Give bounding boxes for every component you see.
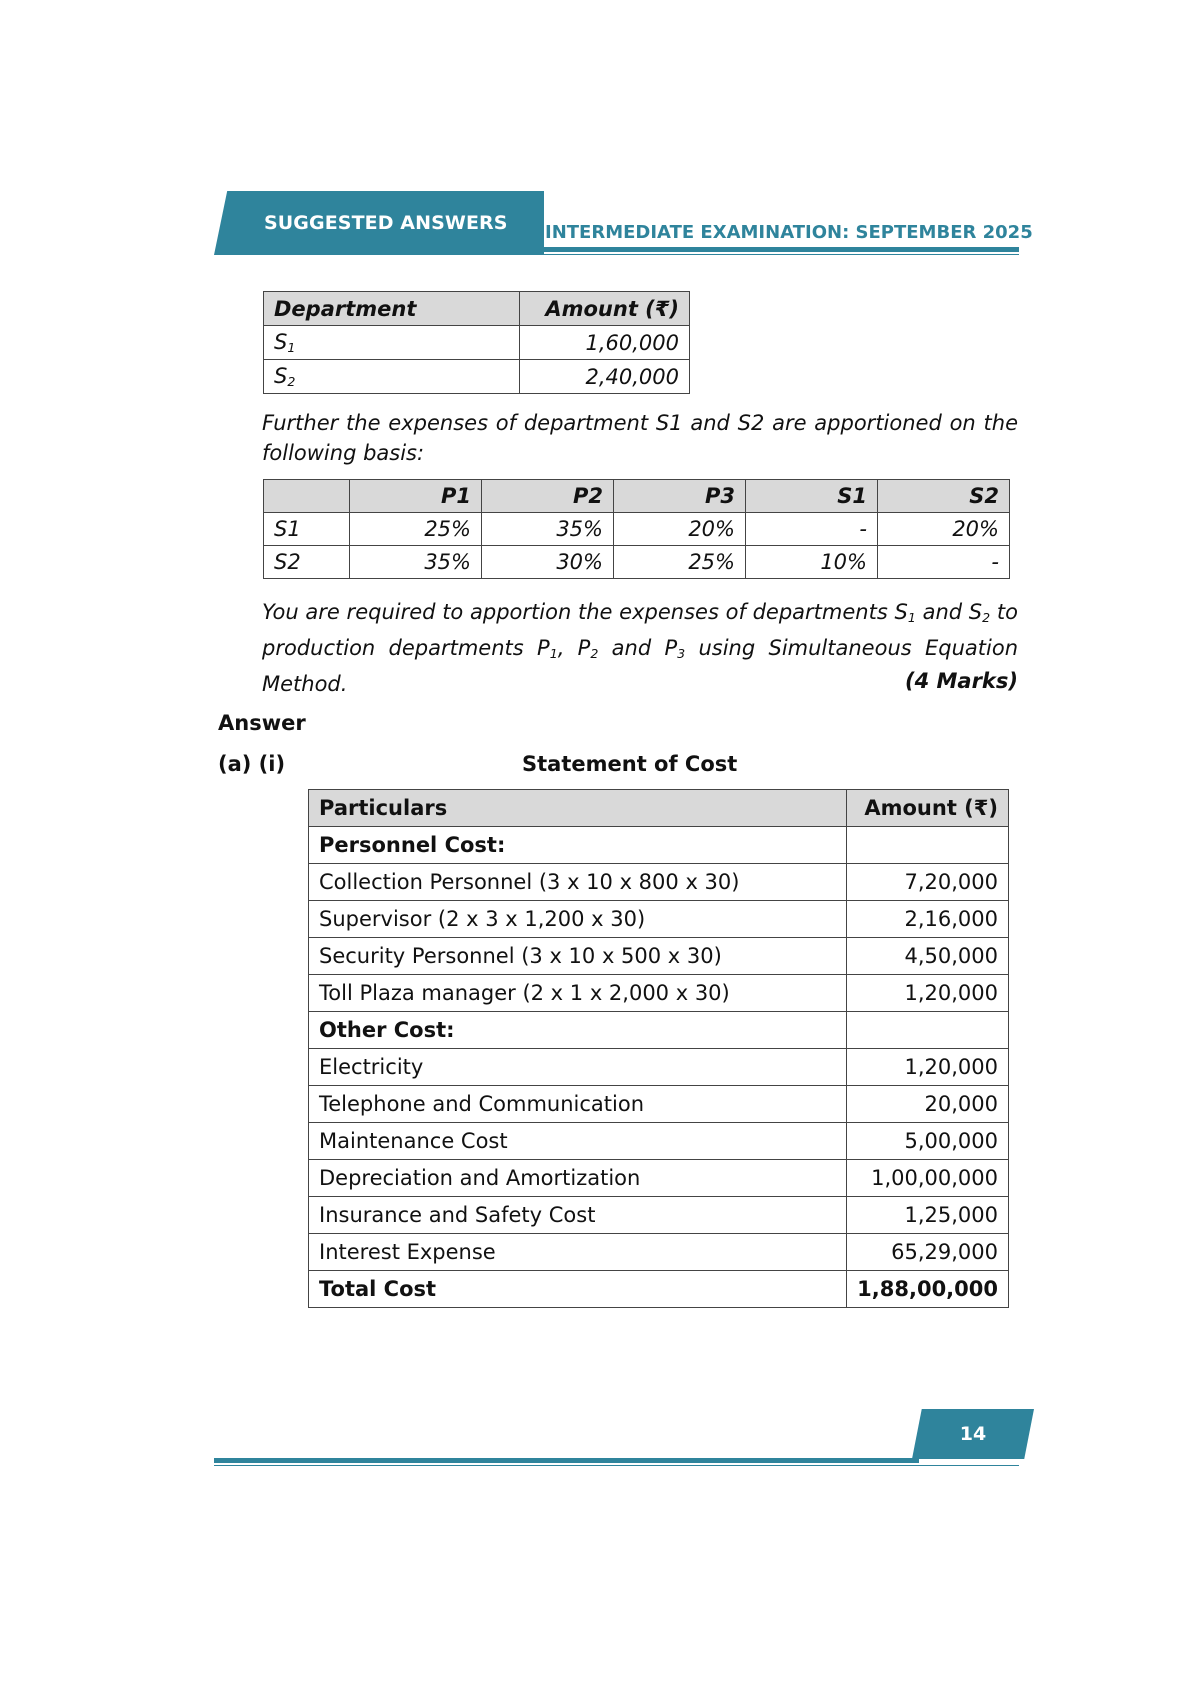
table-row [264,546,1010,579]
table-cell: Security Personnel (3 x 10 x 500 x 30) [309,938,847,975]
footer-rule-thin [214,1465,1019,1466]
table-cell: 20% [878,513,1010,546]
table-row [309,827,1009,864]
table-row [264,326,690,360]
table-cell: 1,00,00,000 [847,1160,1009,1197]
table-cell: 25% [614,546,746,579]
part-label: (a) (i) [218,752,286,776]
page-number: 14 [959,1423,987,1445]
table-header-cell: S2 [878,480,1010,513]
table-cell: Toll Plaza manager (2 x 1 x 2,000 x 30) [309,975,847,1012]
table-header-cell: Particulars [309,790,847,827]
table-cell: 5,00,000 [847,1123,1009,1160]
basis-paragraph: Further the expenses of department S1 and S2 are apportioned on the following basis: [262,411,1018,465]
table-row [264,513,1010,546]
table-header-cell: S1 [746,480,878,513]
table-cell: Maintenance Cost [309,1123,847,1160]
table-cell [847,1012,1009,1049]
table-cell: Telephone and Communication [309,1086,847,1123]
table-cell: Collection Personnel (3 x 10 x 800 x 30) [309,864,847,901]
table-header-row [309,790,1009,827]
table-cell: 1,20,000 [847,1049,1009,1086]
header-rule-thin [530,254,1019,255]
table-row [309,901,1009,938]
department-table [263,291,690,394]
table-row [309,1160,1009,1197]
table-cell: 30% [482,546,614,579]
table-cell: Other Cost: [309,1012,847,1049]
table-row [309,975,1009,1012]
table-cell: 1,88,00,000 [847,1271,1009,1308]
table-row [309,1197,1009,1234]
table-row [264,360,690,394]
table-row [309,864,1009,901]
header-rule [530,247,1019,252]
table-cell: Interest Expense [309,1234,847,1271]
header-tab-label: SUGGESTED ANSWERS [264,212,508,234]
exam-title: INTERMEDIATE EXAMINATION: SEPTEMBER 2025 [545,222,1033,243]
table-cell: 7,20,000 [847,864,1009,901]
table-header-cell [264,480,350,513]
table-cell: Insurance and Safety Cost [309,1197,847,1234]
table-cell: S1 [264,513,350,546]
apportion-basis-table [263,479,1010,579]
table-header-row [264,480,1010,513]
table-header-cell: Department [264,292,520,326]
table-cell: S2 [264,546,350,579]
table-cell: Depreciation and Amortization [309,1160,847,1197]
table-cell: Supervisor (2 x 3 x 1,200 x 30) [309,901,847,938]
table-cell: 35% [350,546,482,579]
table-cell: 20% [614,513,746,546]
table-row [309,1234,1009,1271]
table-header-row [264,292,690,326]
table-header-cell: P2 [482,480,614,513]
table-cell: 10% [746,546,878,579]
marks-label: (4 Marks) [904,669,1018,693]
table-header-cell: Amount (₹) [847,790,1009,827]
table-cell: Total Cost [309,1271,847,1308]
table-cell: 1,25,000 [847,1197,1009,1234]
table-cell: 65,29,000 [847,1234,1009,1271]
table-row [309,1049,1009,1086]
answer-heading: Answer [218,711,306,735]
table-cell: - [878,546,1010,579]
table-row [309,1012,1009,1049]
table-cell: 20,000 [847,1086,1009,1123]
table-header-cell: P3 [614,480,746,513]
table-cell: Personnel Cost: [309,827,847,864]
table-row [309,1086,1009,1123]
question-paragraph: You are required to apportion the expenses of departments $S_1$ and $S_2$ to production departments $P_1$, $P_2$ and $P_3$ using Simultaneous Equation Method. [262,600,1019,697]
footer-rule [214,1458,919,1463]
table-cell: $S_1$ [264,326,520,360]
table-header-cell: Amount (₹) [520,292,690,326]
table-row [309,1123,1009,1160]
table-cell: - [746,513,878,546]
table-cell: 1,20,000 [847,975,1009,1012]
table-cell: 2,40,000 [520,360,690,394]
statement-title: Statement of Cost [522,752,738,776]
table-cell [847,827,1009,864]
table-cell: 1,60,000 [520,326,690,360]
statement-of-cost-table [308,789,1009,1308]
table-header-cell: P1 [350,480,482,513]
table-cell: 2,16,000 [847,901,1009,938]
table-cell: 35% [482,513,614,546]
table-cell: Electricity [309,1049,847,1086]
table-row [309,938,1009,975]
table-row-total [309,1271,1009,1308]
table-cell: 4,50,000 [847,938,1009,975]
table-cell: 25% [350,513,482,546]
table-cell: $S_2$ [264,360,520,394]
